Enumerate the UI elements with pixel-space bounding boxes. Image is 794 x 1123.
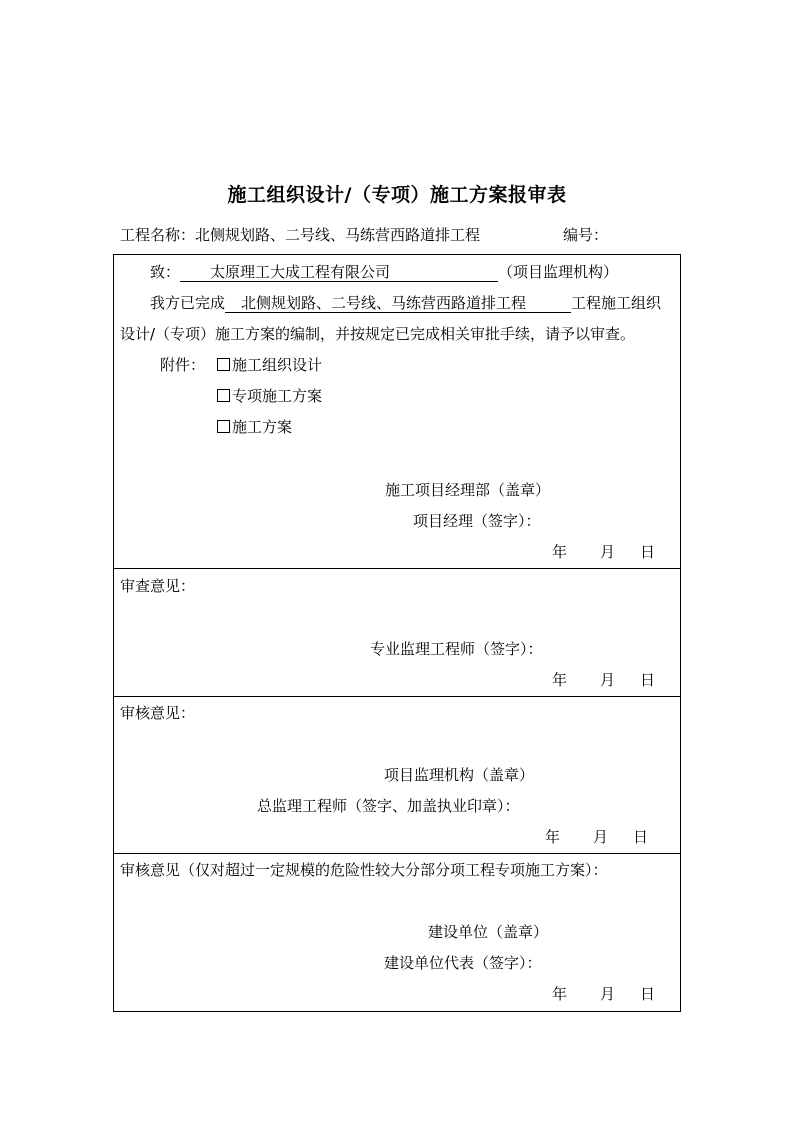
statement-prefix: 我方已完成 xyxy=(150,294,226,312)
audit-opinion-heading: 审核意见： xyxy=(120,704,196,722)
project-manager-signature-label: 项目经理（签字）： xyxy=(413,512,541,530)
date-year: 年 xyxy=(552,671,568,689)
review-opinion-heading: 审查意见： xyxy=(120,577,196,595)
checkbox-icon[interactable] xyxy=(217,358,230,371)
supervising-engineer-signature-label: 专业监理工程师（签字）： xyxy=(370,640,543,658)
supervision-org-stamp-label: 项目监理机构（盖章） xyxy=(384,766,535,784)
attachment-item[interactable] xyxy=(217,354,322,375)
date-day: 日 xyxy=(633,828,649,846)
owner-audit-heading: 审核意见（仅对超过一定规模的危险性较大分部分项工程专项施工方案）： xyxy=(120,861,608,879)
to-value: 太原理工大成工程有限公司 xyxy=(180,264,498,282)
statement-line-1 xyxy=(150,292,661,313)
statement-suffix: 工程施工组织 xyxy=(571,294,662,312)
to-label: 致： xyxy=(150,263,181,281)
statement-project: 北侧规划路、二号线、马练营西路道排工程 xyxy=(225,295,571,313)
date-year: 年 xyxy=(552,543,568,561)
contractor-dept-label: 施工项目经理部（盖章） xyxy=(385,481,551,499)
attachments-label: 附件： xyxy=(160,356,206,374)
attachment-label: 专项施工方案 xyxy=(232,387,323,405)
checkbox-icon[interactable] xyxy=(217,420,230,433)
date-year: 年 xyxy=(552,985,568,1003)
owner-audit-section xyxy=(114,854,680,1011)
attachment-label: 施工组织设计 xyxy=(232,356,323,374)
date-month: 月 xyxy=(600,671,616,689)
date-month: 月 xyxy=(593,828,609,846)
number-label: 编号： xyxy=(563,226,609,244)
audit-opinion-section xyxy=(114,697,680,854)
date-month: 月 xyxy=(600,543,616,561)
date-month: 月 xyxy=(600,985,616,1003)
statement-line-2: 设计/（专项）施工方案的编制，并按规定已完成相关审批手续，请予以审查。 xyxy=(120,325,636,343)
to-suffix: （项目监理机构） xyxy=(498,263,619,281)
project-name-row xyxy=(120,224,480,245)
date-day: 日 xyxy=(640,985,656,1003)
form-title: 施工组织设计/（专项）施工方案报审表 xyxy=(227,184,567,206)
project-name-value: 北侧规划路、二号线、马练营西路道排工程 xyxy=(195,226,481,244)
attachment-item[interactable] xyxy=(217,385,322,406)
attachment-item[interactable] xyxy=(217,416,292,437)
submission-section xyxy=(114,255,680,569)
owner-representative-signature-label: 建设单位代表（签字）： xyxy=(384,954,542,972)
project-name-label: 工程名称： xyxy=(120,226,196,244)
checkbox-icon[interactable] xyxy=(217,389,230,402)
review-opinion-section xyxy=(114,569,680,697)
addressee-row xyxy=(150,261,618,282)
date-day: 日 xyxy=(640,543,656,561)
approval-form-table xyxy=(113,254,681,1012)
date-year: 年 xyxy=(545,828,561,846)
attachment-label: 施工方案 xyxy=(232,418,293,436)
date-day: 日 xyxy=(640,671,656,689)
chief-engineer-signature-label: 总监理工程师（签字、加盖执业印章）： xyxy=(257,797,520,815)
owner-stamp-label: 建设单位（盖章） xyxy=(428,923,549,941)
